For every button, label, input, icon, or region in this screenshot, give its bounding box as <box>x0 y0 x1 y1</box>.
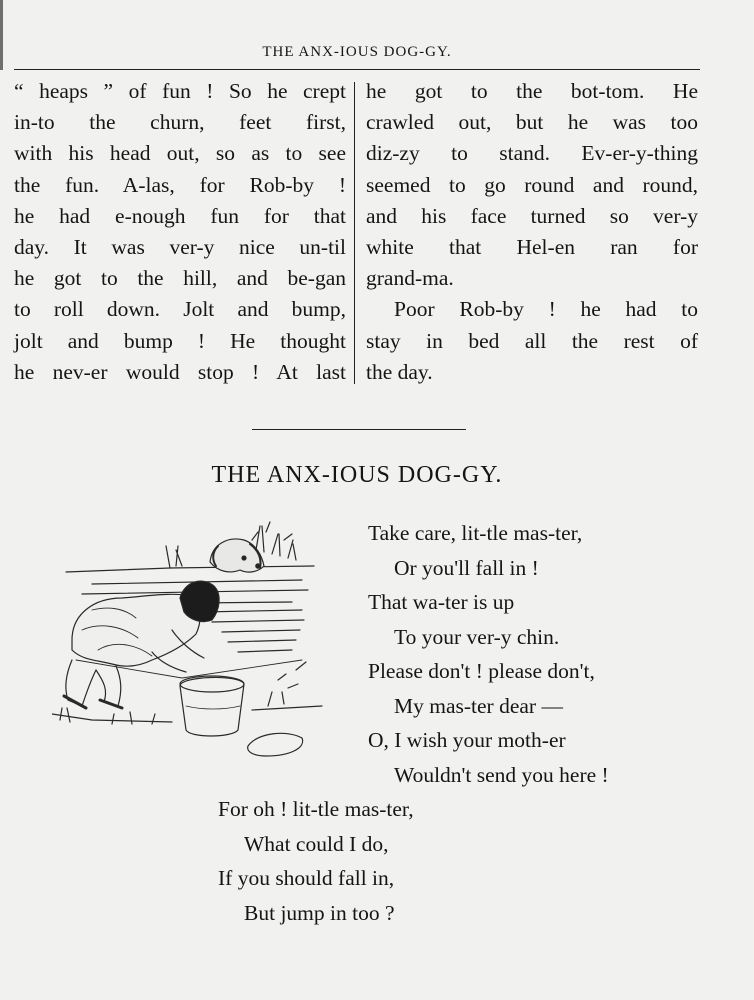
story-line: he got to the hill, and be-gan <box>14 266 346 291</box>
story-line: jolt and bump ! He thought <box>14 328 346 353</box>
story-line: stay in bed all the rest of <box>366 328 698 353</box>
story-line: he got to the bot-tom. He <box>366 79 698 103</box>
story-line: the fun. A-las, for Rob-by ! <box>14 172 346 197</box>
boy-drinking-at-brook-with-dog-illustration <box>52 510 324 770</box>
story-line: the day. <box>366 359 433 384</box>
poem-line: Or you'll fall in ! <box>394 555 539 580</box>
column-divider <box>354 82 355 384</box>
poem-line: But jump in too ? <box>244 900 395 925</box>
story-column-left <box>14 76 346 388</box>
story-line: seemed to go round and round, <box>366 172 698 197</box>
story-line: day. It was ver-y nice un-til <box>14 235 346 260</box>
story-line: “ heaps ” of fun ! So he crept <box>14 79 346 103</box>
story-line: diz-zy to stand. Ev-er-y-thing <box>366 141 698 166</box>
story-line: to roll down. Jolt and bump, <box>14 297 346 322</box>
poem-line: For oh ! lit-tle mas-ter, <box>218 797 414 821</box>
poem-line: O, I wish your moth-er <box>368 728 566 752</box>
header-rule <box>14 69 700 70</box>
story-line: white that Hel-en ran for <box>366 235 698 260</box>
story-line: with his head out, so as to see <box>14 141 346 166</box>
poem-stanza-2 <box>218 792 414 930</box>
story-line: and his face turned so ver-y <box>366 203 698 228</box>
poem-line: To your ver-y chin. <box>394 624 560 649</box>
poem-line: What could I do, <box>244 831 389 856</box>
story-line: crawled out, but he was too <box>366 110 698 135</box>
poem-line: Take care, lit-tle mas-ter, <box>368 521 583 545</box>
story-line: in-to the churn, feet first, <box>14 110 346 135</box>
page-edge <box>0 0 3 70</box>
story-line: grand-ma. <box>366 266 454 291</box>
poem-line: If you should fall in, <box>218 866 395 890</box>
story-column-right <box>366 76 698 388</box>
section-divider <box>252 429 466 430</box>
poem-line: That wa-ter is up <box>368 590 515 614</box>
poem-line: My mas-ter dear — <box>394 693 563 718</box>
story-line: he nev-er would stop ! At last <box>14 359 346 384</box>
poem-line: Wouldn't send you here ! <box>394 762 609 787</box>
running-head: THE ANX-IOUS DOG-GY. <box>262 44 452 60</box>
poem-title: THE ANX-IOUS DOG-GY. <box>211 462 503 488</box>
poem-line: Please don't ! please don't, <box>368 659 595 683</box>
poem-stanza-1 <box>368 516 609 792</box>
story-line: he had e-nough fun for that <box>14 203 346 228</box>
story-line: Poor Rob-by ! he had to <box>394 297 698 322</box>
